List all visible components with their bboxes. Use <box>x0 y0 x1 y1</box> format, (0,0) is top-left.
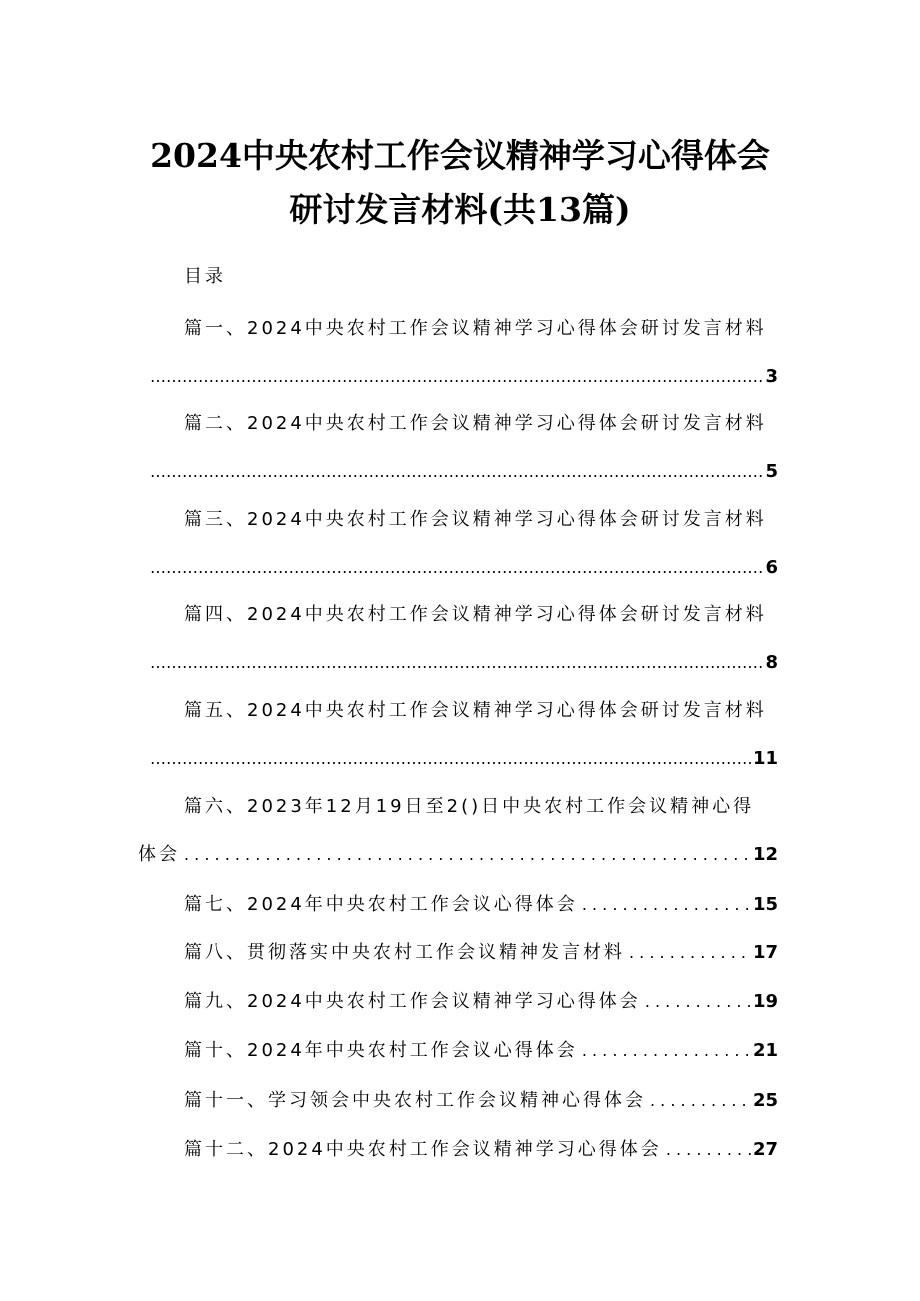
toc-entry-3-title[interactable]: 篇三、2024中央农村工作会议精神学习心得体会研讨发言材料 <box>184 509 767 530</box>
toc-entry-8[interactable] <box>184 940 778 966</box>
dot-leader <box>146 459 763 485</box>
toc-entry-12[interactable] <box>184 1137 778 1163</box>
toc-entry-2-leader[interactable] <box>146 459 778 485</box>
toc-entry-4-leader[interactable] <box>146 650 778 676</box>
toc-entry-4-title[interactable]: 篇四、2024中央农村工作会议精神学习心得体会研讨发言材料 <box>184 604 767 625</box>
toc-entry-5-title[interactable]: 篇五、2024中央农村工作会议精神学习心得体会研讨发言材料 <box>184 700 767 721</box>
dot-leader <box>578 892 751 918</box>
dot-leader <box>641 989 751 1015</box>
toc-entry-4-page: 8 <box>765 652 778 673</box>
toc-entry-5-page: 11 <box>752 748 778 769</box>
toc-entry-6-continuation: 体会 <box>138 844 180 865</box>
toc-entry-6-title[interactable]: 篇六、2023年12月19日至2()日中央农村工作会议精神心得 <box>184 796 755 817</box>
toc-entry-10-title: 篇十、2024年中央农村工作会议心得体会 <box>184 1040 578 1061</box>
dot-leader <box>146 650 763 676</box>
toc-entry-7-title: 篇七、2024年中央农村工作会议心得体会 <box>184 894 578 915</box>
toc-entry-5-leader[interactable] <box>146 746 778 772</box>
toc-entry-2-page: 5 <box>765 461 778 482</box>
toc-heading: 目录 <box>184 266 226 287</box>
toc-entry-2-title[interactable]: 篇二、2024中央农村工作会议精神学习心得体会研讨发言材料 <box>184 413 767 434</box>
toc-entry-9-page: 19 <box>752 991 778 1012</box>
toc-entry-10-page: 21 <box>752 1040 778 1061</box>
toc-entry-1-leader[interactable] <box>146 364 778 390</box>
toc-entry-1-title[interactable]: 篇一、2024中央农村工作会议精神学习心得体会研讨发言材料 <box>184 318 767 339</box>
toc-entry-3-page: 6 <box>765 557 778 578</box>
toc-entry-11-title: 篇十一、学习领会中央农村工作会议精神心得体会 <box>184 1090 646 1111</box>
toc-entry-7[interactable] <box>184 892 778 918</box>
dot-leader <box>146 364 763 390</box>
toc-entry-11-page: 25 <box>752 1090 778 1111</box>
dot-leader <box>180 842 751 868</box>
toc-entry-6-leader[interactable] <box>138 842 778 868</box>
toc-entry-8-title: 篇八、贯彻落实中央农村工作会议精神发言材料 <box>184 942 625 963</box>
toc-entry-11[interactable] <box>184 1088 778 1114</box>
dot-leader <box>662 1137 751 1163</box>
toc-entry-12-title: 篇十二、2024中央农村工作会议精神学习心得体会 <box>184 1139 662 1160</box>
toc-entry-10[interactable] <box>184 1038 778 1064</box>
dot-leader <box>625 940 751 966</box>
toc-entry-6-page: 12 <box>752 844 778 865</box>
toc-entry-3-leader[interactable] <box>146 555 778 581</box>
toc-entry-7-page: 15 <box>752 894 778 915</box>
dot-leader <box>146 555 763 581</box>
toc-entry-12-page: 27 <box>752 1139 778 1160</box>
toc-entry-9[interactable] <box>184 989 778 1015</box>
dot-leader <box>578 1038 751 1064</box>
dot-leader <box>146 746 751 772</box>
document-title-line-1: 2024中央农村工作会议精神学习心得体会 <box>150 136 770 175</box>
toc-entry-9-title: 篇九、2024中央农村工作会议精神学习心得体会 <box>184 991 641 1012</box>
dot-leader <box>646 1088 751 1114</box>
toc-entry-8-page: 17 <box>752 942 778 963</box>
document-title-line-2: 研讨发言材料(共13篇) <box>289 190 631 229</box>
toc-entry-1-page: 3 <box>765 366 778 387</box>
